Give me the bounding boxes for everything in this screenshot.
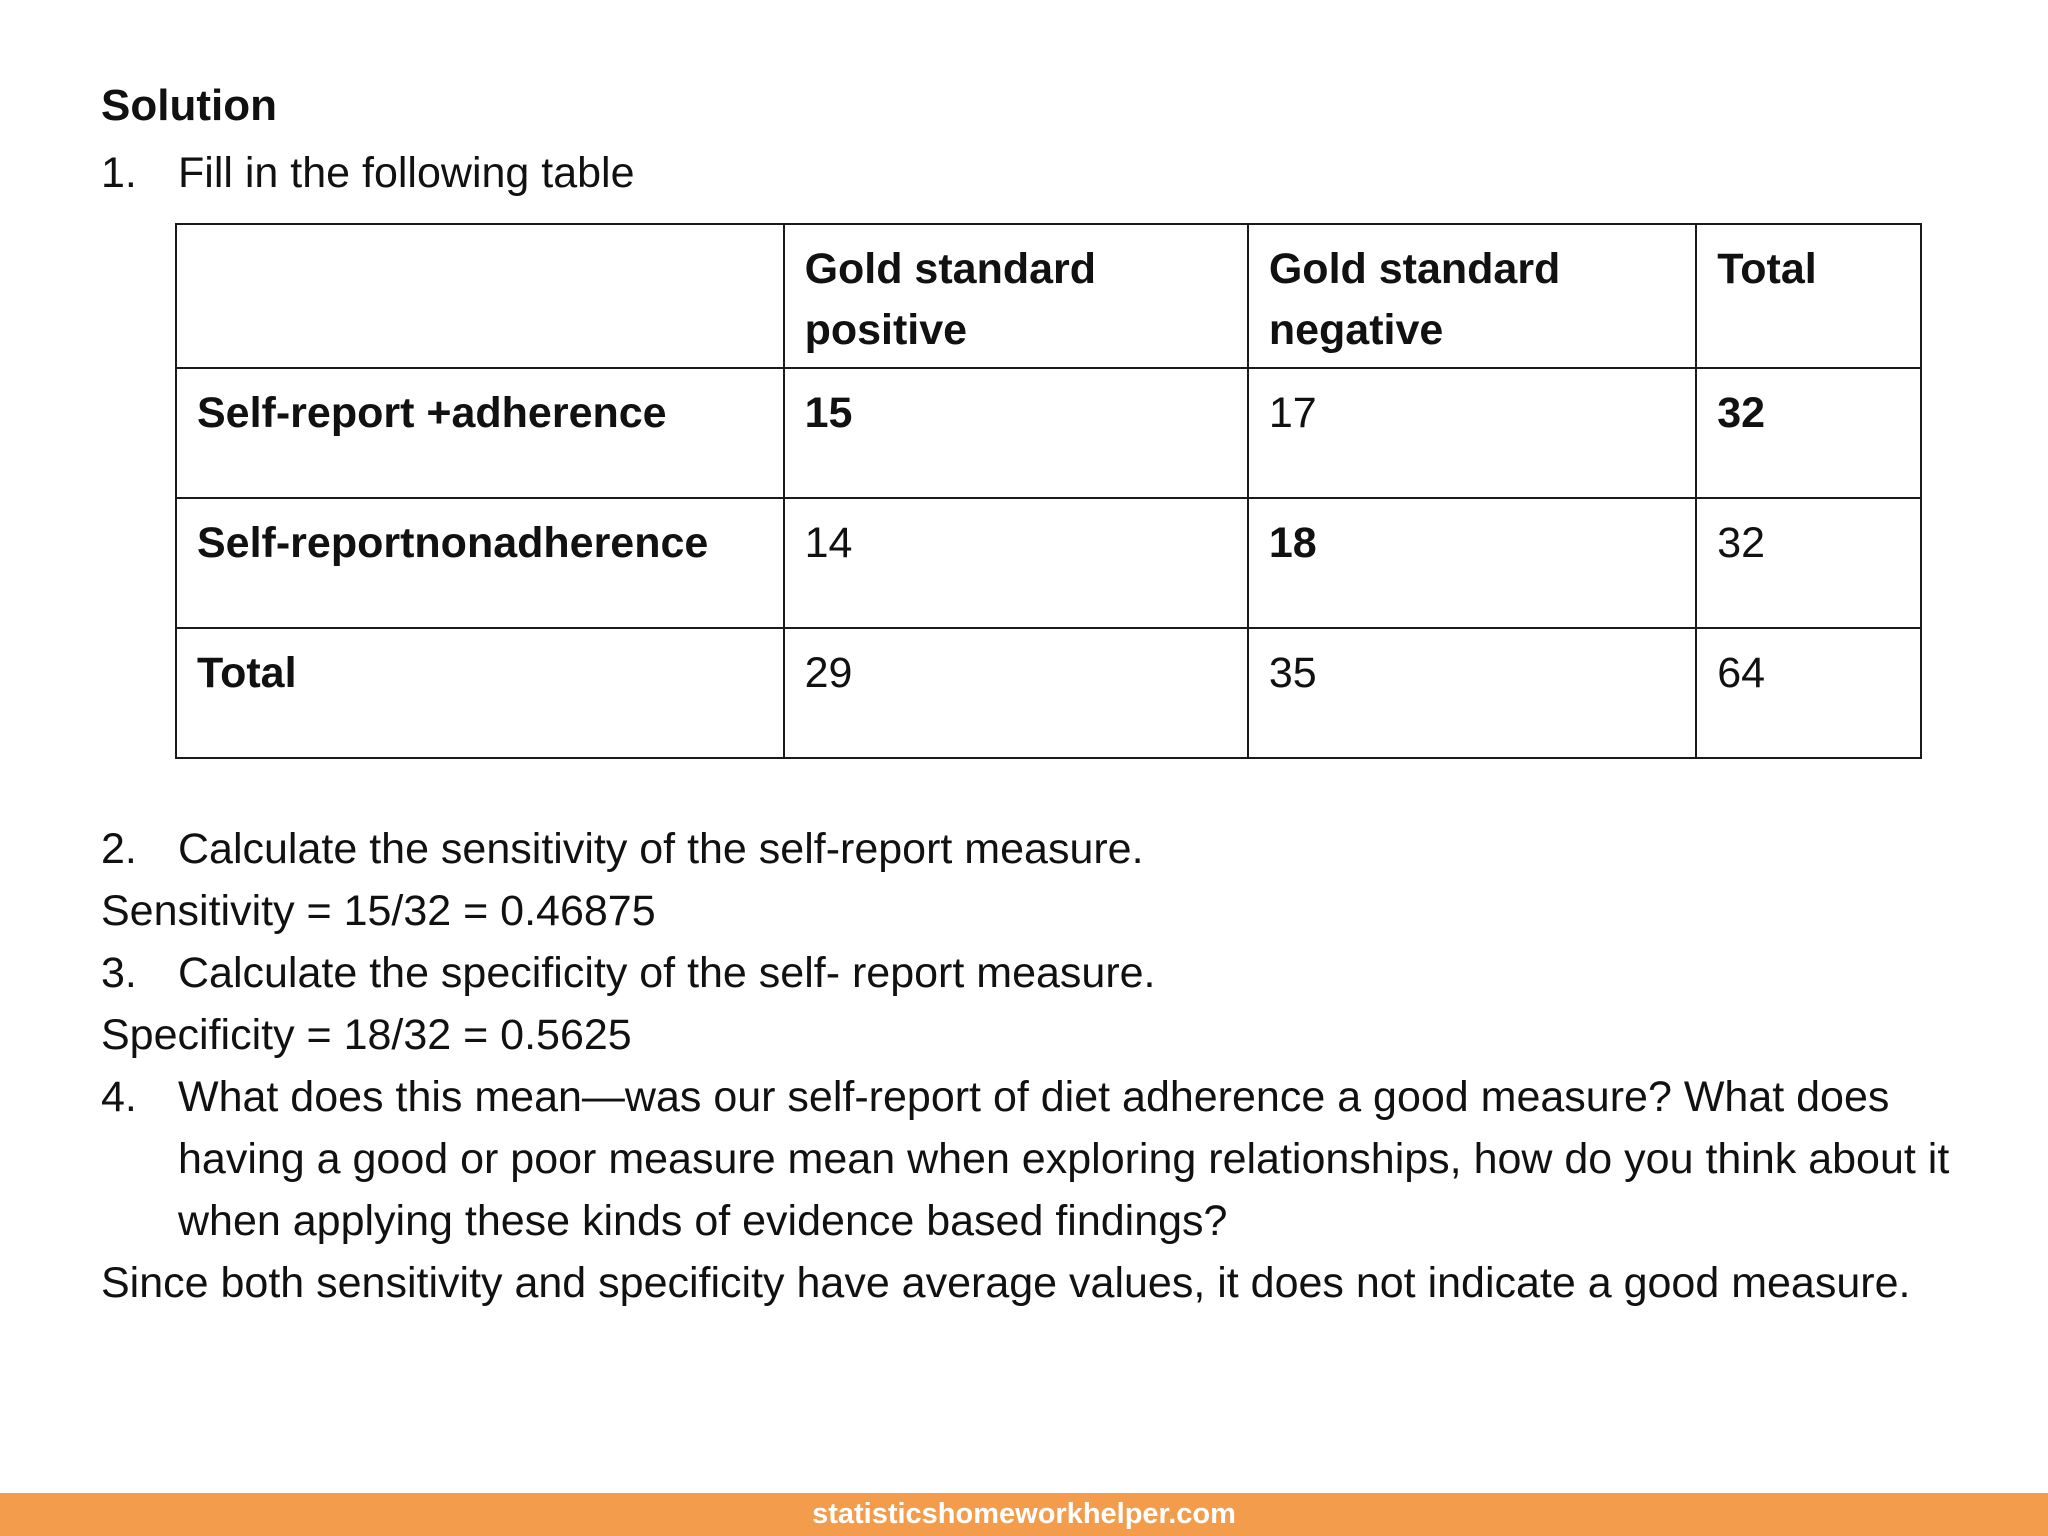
table-cell: 64 bbox=[1696, 628, 1921, 758]
table-cell: 18 bbox=[1248, 498, 1696, 628]
question-number: 1. bbox=[101, 149, 137, 197]
footer-bar bbox=[0, 1493, 2048, 1536]
table-row bbox=[176, 628, 1921, 758]
question-text: What does this mean—was our self-report of diet adherence a good measure? What does having a good or poor measure mean when exploring relationships, how do you think about it when applying these kinds of evidence based findings? bbox=[178, 1073, 1950, 1245]
question-text: Calculate the sensitivity of the self-report measure. bbox=[178, 825, 1144, 873]
question-number: 3. bbox=[101, 949, 137, 997]
question-3 bbox=[101, 942, 1971, 1004]
table-cell: 14 bbox=[784, 498, 1248, 628]
column-header-gold-negative: Gold standard negative bbox=[1248, 224, 1696, 368]
conclusion-answer: Since both sensitivity and specificity have average values, it does not indicate a good measure. bbox=[101, 1259, 1911, 1307]
question-1 bbox=[101, 142, 1971, 204]
table-cell: 15 bbox=[784, 368, 1248, 498]
row-label-nonadherence: Self-reportnonadherence bbox=[176, 498, 784, 628]
question-text: Calculate the specificity of the self- report measure. bbox=[178, 949, 1156, 997]
contingency-table bbox=[175, 223, 1922, 759]
table-header-row bbox=[176, 224, 1921, 368]
footer-site-link[interactable]: statisticshomeworkhelper.com bbox=[812, 1498, 1236, 1530]
question-text: Fill in the following table bbox=[178, 149, 635, 197]
table-cell: 32 bbox=[1696, 498, 1921, 628]
specificity-answer: Specificity = 18/32 = 0.5625 bbox=[101, 1011, 632, 1059]
question-4 bbox=[101, 1066, 1971, 1252]
solution-heading: Solution bbox=[101, 81, 277, 130]
question-2 bbox=[101, 818, 1971, 880]
question-number: 4. bbox=[101, 1073, 137, 1121]
column-header-gold-positive: Gold standard positive bbox=[784, 224, 1248, 368]
row-label-total: Total bbox=[176, 628, 784, 758]
column-header-total: Total bbox=[1696, 224, 1921, 368]
table-cell: 29 bbox=[784, 628, 1248, 758]
table-cell: 17 bbox=[1248, 368, 1696, 498]
table-cell: 32 bbox=[1696, 368, 1921, 498]
table-cell: 35 bbox=[1248, 628, 1696, 758]
table-row bbox=[176, 368, 1921, 498]
question-number: 2. bbox=[101, 825, 137, 873]
table-corner-cell bbox=[176, 224, 784, 368]
sensitivity-answer: Sensitivity = 15/32 = 0.46875 bbox=[101, 887, 656, 935]
table-row bbox=[176, 498, 1921, 628]
row-label-adherence: Self-report +adherence bbox=[176, 368, 784, 498]
